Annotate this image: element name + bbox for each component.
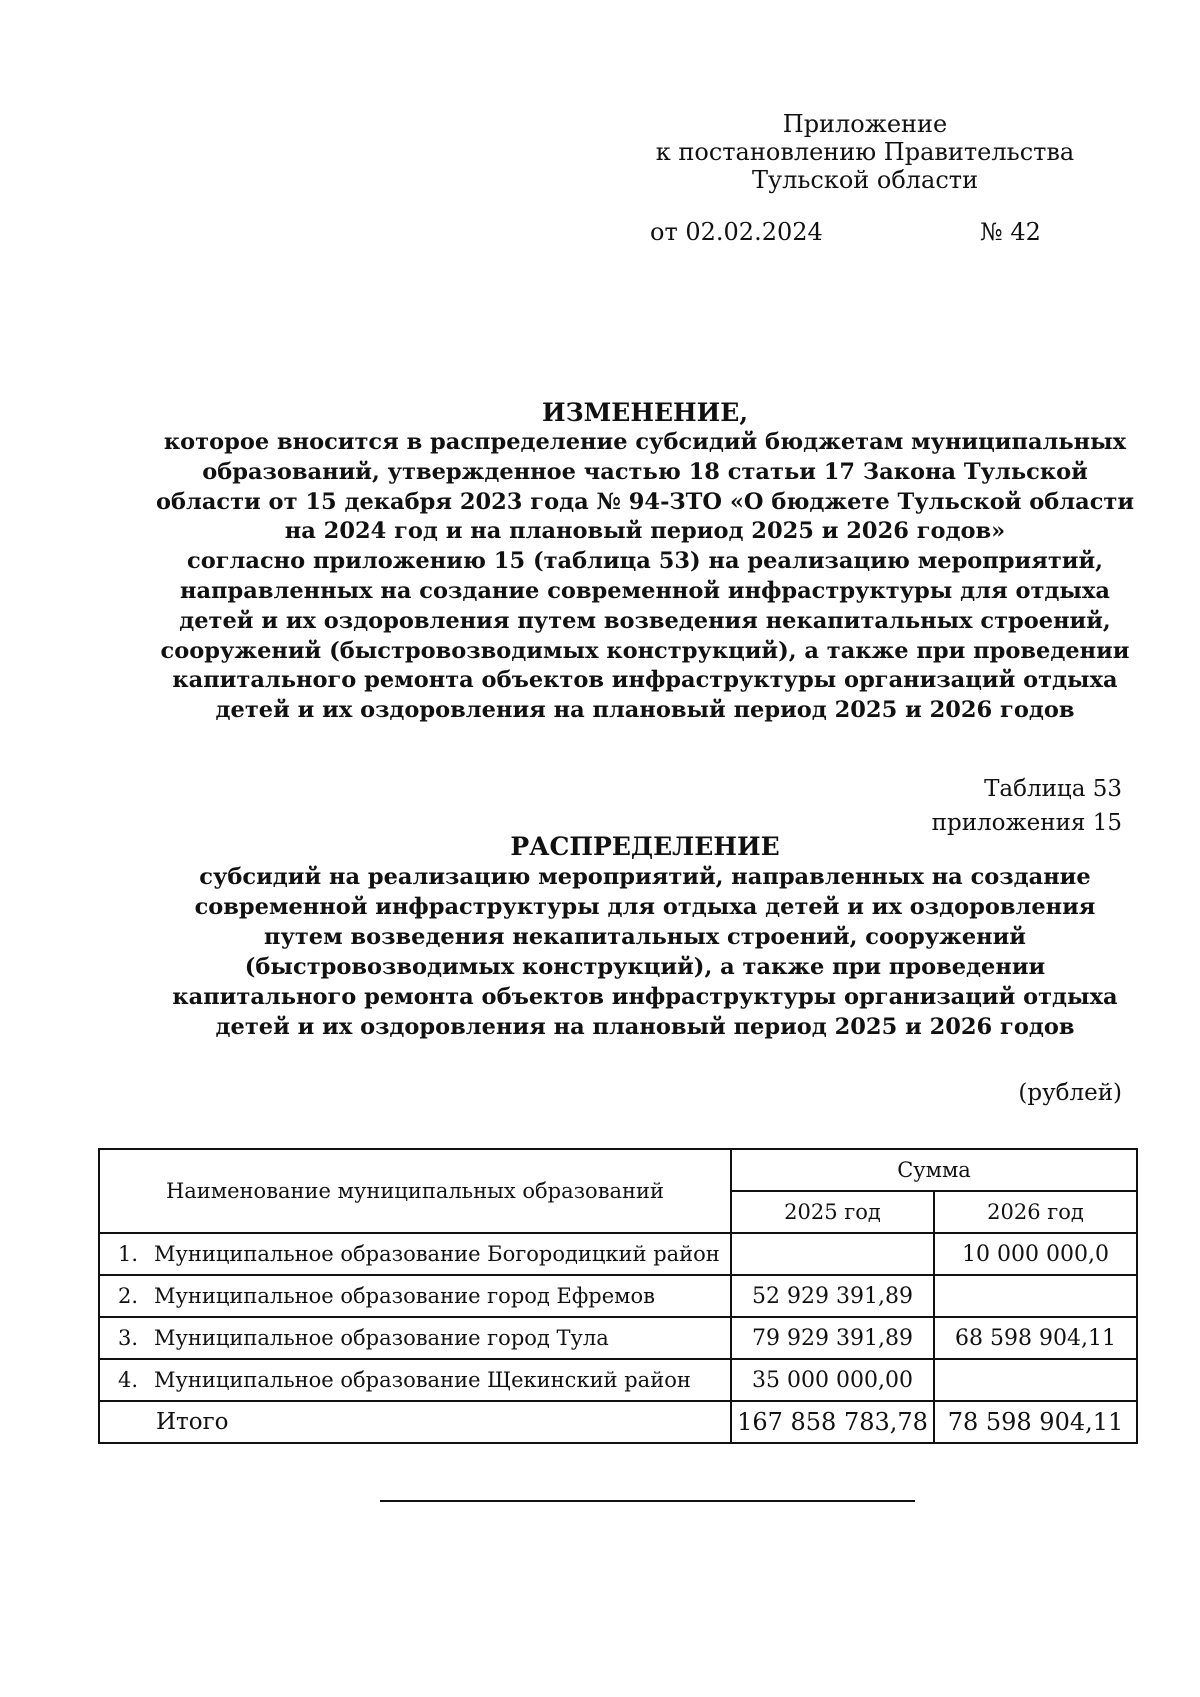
amendment-line: детей и их оздоровления на плановый период 2025 и 2026 годов [215, 697, 1075, 724]
row-value-2026 [934, 1359, 1137, 1401]
row-index: 2. [118, 1284, 139, 1308]
amendment-title [150, 398, 1140, 726]
row-value-2025: 35 000 000,00 [731, 1359, 934, 1401]
table-total-row [99, 1401, 1137, 1443]
row-value-2026: 10 000 000,0 [934, 1233, 1137, 1275]
units-label: (рублей) [1018, 1080, 1122, 1106]
header-year-2025: 2025 год [731, 1191, 934, 1233]
distribution-line: современной инфраструктуры для отдыха детей и их оздоровления [194, 894, 1096, 920]
distribution-title [150, 832, 1140, 1042]
amendment-line: согласно приложению 15 (таблица 53) на реализацию мероприятий, [187, 548, 1103, 575]
amendment-line: которое вносится в распределение субсидий бюджетам муниципальных [163, 429, 1127, 455]
distribution-line: детей и их оздоровления на плановый период 2025 и 2026 годов [215, 1014, 1075, 1040]
total-label: Итого [99, 1401, 731, 1443]
row-label: Муниципальное образование город Ефремов [154, 1284, 655, 1308]
row-value-2026: 68 598 904,11 [934, 1317, 1137, 1359]
row-name [99, 1317, 731, 1359]
distribution-heading: РАСПРЕДЕЛЕНИЕ [510, 832, 780, 861]
table-row [99, 1233, 1137, 1275]
row-label: Муниципальное образование Богородицкий район [154, 1242, 720, 1266]
table-reference [932, 772, 1122, 840]
row-name [99, 1275, 731, 1317]
amendment-line: направленных на создание современной инфраструктуры для отдыха [180, 577, 1110, 604]
distribution-line: путем возведения некапитальных строений, сооружений [263, 924, 1026, 950]
table-row [99, 1317, 1137, 1359]
separator-line [380, 1500, 915, 1502]
amendment-line: детей и их оздоровления путем возведения некапитальных строений, [179, 607, 1111, 634]
amendment-line: на 2024 год и на плановый период 2025 и 2026 годов» [284, 518, 1006, 545]
amendment-line: образований, утвержденное частью 18 статьи 17 Закона Тульской [202, 458, 1088, 485]
row-name [99, 1359, 731, 1401]
table-header-row [99, 1149, 1137, 1191]
row-value-2026 [934, 1275, 1137, 1317]
total-value-2025: 167 858 783,78 [731, 1401, 934, 1443]
header-year-2026: 2026 год [934, 1191, 1137, 1233]
distribution-line: субсидий на реализацию мероприятий, направленных на создание [199, 864, 1091, 890]
total-value-2026: 78 598 904,11 [934, 1401, 1137, 1443]
row-value-2025 [731, 1233, 934, 1275]
row-index: 3. [118, 1326, 139, 1350]
appendix-line: Тульской области [751, 166, 979, 194]
distribution-table [98, 1148, 1138, 1444]
amendment-heading: ИЗМЕНЕНИЕ, [541, 398, 749, 427]
header-name: Наименование муниципальных образований [99, 1149, 731, 1233]
row-index: 1. [118, 1242, 139, 1266]
row-index: 4. [118, 1368, 139, 1392]
appendix-line: Приложение [782, 110, 948, 138]
table-number: Таблица 53 [984, 776, 1122, 802]
amendment-line: капитального ремонта объектов инфраструктуры организаций отдыха [172, 667, 1118, 694]
appendix-reference: приложения 15 [931, 810, 1122, 836]
row-value-2025: 79 929 391,89 [731, 1317, 934, 1359]
table-row [99, 1359, 1137, 1401]
distribution-line: (быстровозводимых конструкций), а также при проведении [244, 954, 1046, 980]
amendment-line: области от 15 декабря 2023 года № 94-ЗТО «О бюджете Тульской области [155, 488, 1135, 515]
document-number: № 42 [980, 218, 1041, 246]
table-row [99, 1275, 1137, 1317]
row-label: Муниципальное образование город Тула [154, 1326, 609, 1350]
document-date: от 02.02.2024 [650, 218, 823, 246]
appendix-header [600, 110, 1130, 194]
row-label: Муниципальное образование Щекинский район [154, 1368, 691, 1392]
distribution-line: капитального ремонта объектов инфраструктуры организаций отдыха [172, 984, 1118, 1010]
appendix-line: к постановлению Правительства [655, 138, 1075, 166]
amendment-line: сооружений (быстровозводимых конструкций), а также при проведении [160, 637, 1130, 664]
header-sum: Сумма [731, 1149, 1137, 1191]
row-name [99, 1233, 731, 1275]
row-value-2025: 52 929 391,89 [731, 1275, 934, 1317]
